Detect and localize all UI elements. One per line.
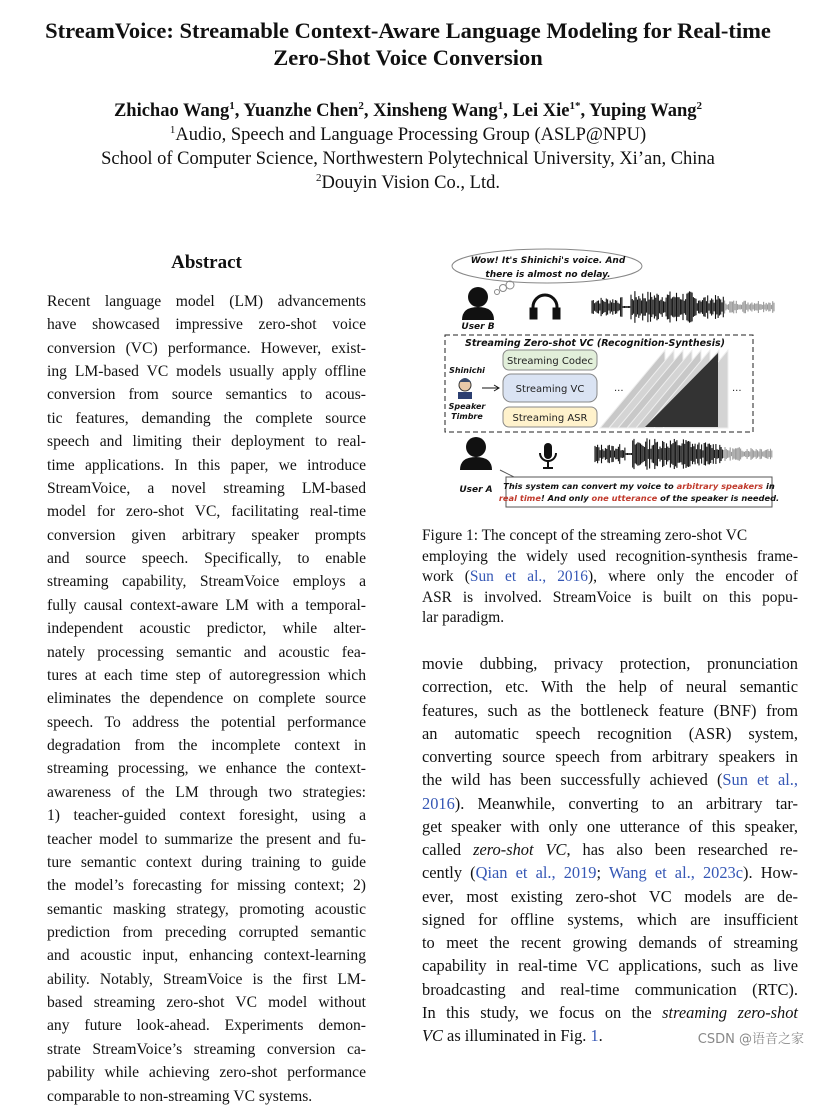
abstract-line: conversion given arbitrary speaker prompts [47,526,366,544]
text-segment: movie dubbing, privacy protection, pronunciation [422,654,798,673]
abstract-line: and source speech. Specifically, to enable [47,550,366,568]
text-segment: ). Meanwhile, converting to an arbitrary tar- [454,793,798,813]
citation-link[interactable]: Wang et al., 2023c [608,863,744,883]
module-codec-label: Streaming Codec [507,356,593,367]
abstract-line: awareness of the LM through two strategies: [47,783,366,801]
caption-line [422,589,798,607]
abstract-heading: Abstract [171,252,242,273]
user-b-label: User B [461,322,495,332]
citation-link[interactable]: Sun et al., 2016 [469,568,588,585]
citation-link[interactable]: 2016 [422,793,455,813]
paper-title-line-1: StreamVoice: Streamable Context-Aware Language Modeling for Real-time [45,18,771,43]
abstract-line: speech and limiting their deployment to real- [47,433,366,451]
thought-line-2: there is almost no delay. [485,270,611,280]
body-line [422,654,798,674]
body-line [422,770,798,790]
text-segment: work ( [422,568,470,585]
user-a-icon [460,437,492,470]
abstract-line: any future look-ahead. Experiments demon- [47,1017,366,1035]
text-segment: lar paradigm. [422,609,505,626]
text-segment: . [598,1026,603,1045]
caption-line [422,527,798,545]
caption-line [422,548,798,566]
body-line [422,677,798,697]
text-segment: capability in real-time VC applications, such as live [422,956,798,976]
waveform-output [592,291,774,323]
module-vc-label: Streaming VC [515,384,585,395]
microphone-icon [540,443,556,468]
abstract-line: pability while achieving zero-shot performance [47,1064,366,1082]
text-segment: correction, etc. With the help of neural semantic [422,677,798,697]
speech-line-1: This system can convert my voice to arbitrary speakers in [503,481,775,491]
abstract-line: streaming processing, we enhance the context- [47,760,366,778]
text-segment: ), where only the encoder of [588,568,798,585]
speaker-name: Shinichi [449,366,485,375]
abstract-line: conversion from source semantics to acous- [47,386,366,404]
text-segment: called [422,840,474,859]
ellipsis-1: ... [614,383,624,394]
text-segment: to meet the recent growing demands of streaming [422,933,798,952]
text-segment: zero-shot VC [473,840,567,859]
abstract-line: nately processing semantic and acoustic fea- [47,643,366,661]
abstract-line: fully causal context-aware LM with a temporal- [47,596,366,614]
caption-line [422,568,798,586]
abstract-line: streaming capability, StreamVoice employs a [47,573,366,591]
abstract-line: ing LM-based VC models usually apply offline [47,363,366,381]
body-line [422,724,798,744]
text-segment: ). How- [743,863,799,883]
author: Lei Xie$^{1*}$, [512,100,590,121]
abstract-line: have showcased impressive zero-shot voice [47,316,366,334]
waveform-input [595,438,772,469]
abstract-line: StreamVoice, a novel streaming LM-based [47,479,366,497]
text-segment: VC [422,1026,443,1045]
body-line [422,794,798,814]
abstract-line: independent acoustic predictor, while alter- [47,620,366,638]
abstract-line: the model’s forecasting for missing context; 2) [47,877,366,895]
text-segment: an automatic speech recognition (ASR) system, [422,723,798,743]
abstract-line: model for zero-shot VC, facilitating real-time [47,503,366,521]
text-segment: ever, most existing zero-shot VC models are de- [422,886,798,906]
text-segment: converting source speech from arbitrary speakers in [422,747,798,766]
abstract-line: conversion (VC) performance. However, exist- [47,339,366,357]
text-segment: signed for offline systems, which are insufficient [422,909,798,929]
body-line [422,840,798,860]
body-line [422,933,798,953]
text-segment: streaming zero-shot [662,1002,798,1022]
abstract-line: and acoustic input, enhancing context-learning [47,947,366,965]
abstract-line: teacher model to summarize the present and fu- [47,830,366,848]
speaker-label-2: Timbre [451,412,483,421]
citation-link[interactable]: 1 [590,1026,599,1045]
ellipsis-2: ... [732,383,742,394]
citation-link[interactable]: Sun et al., [722,770,798,790]
citation-link[interactable]: Qian et al., 2019 [475,863,597,883]
text-segment: Figure 1: The concept of the streaming zero-shot VC [422,527,748,544]
abstract-line: strate StreamVoice’s streaming conversion ca- [47,1040,366,1058]
affiliation-line: School of Computer Science, Northwestern Polytechnical University, Xi’an, China [101,149,715,169]
body-line [422,863,798,883]
text-segment: broadcasting and real-time communication (RTC). [422,979,798,999]
thought-line-1: Wow! It's Shinichi's voice. And [470,256,626,266]
body-line [422,747,798,767]
text-segment: as illuminated in Fig. [442,1026,591,1045]
abstract-line: based streaming zero-shot VC model without [47,994,366,1012]
body-line [422,701,798,721]
speaker-avatar-icon [458,378,472,399]
speaker-label-1: Speaker [448,402,486,411]
text-segment: , has also been researched re- [566,840,798,859]
abstract-line: Recent language model (LM) advancements [47,293,366,310]
text-segment: get speaker with only one utterance of this speaker, [422,816,798,836]
author: Yuping Wang$^2$ [589,100,703,121]
module-asr-label: Streaming ASR [512,413,588,424]
body-line [422,980,798,1000]
user-a-label: User A [459,485,493,495]
body-line [422,910,798,930]
abstract-line: ture semantic context during training to guide [47,853,366,871]
speech-line-2: real time! And only one utterance of the speaker is needed. [498,493,780,503]
text-segment: features, such as the bottleneck feature (BNF) from [422,700,798,720]
body-line [422,1003,798,1023]
user-b-icon [462,287,494,320]
abstract-line: tures at each time step of autoregression which [47,666,366,684]
abstract-line: tic features, demanding the complete source [47,409,366,427]
text-segment: ; [596,863,609,883]
affiliation-line: $^2$Douyin Vision Co., Ltd. [316,172,500,193]
abstract-line: prediction from preceding corrupted semantic [47,923,366,941]
figure-1 [440,245,810,515]
arrow-icon [482,385,499,391]
text-segment: In this study, we focus on the [422,1002,663,1022]
caption-line [422,609,798,627]
abstract-line: speech. To address the potential performance [47,713,366,731]
abstract-line: ability. Notably, StreamVoice is the first LM- [47,970,366,988]
author: Xinsheng Wang$^1$, [373,100,513,121]
headphones-icon [531,295,559,318]
author-list [0,101,816,122]
body-line [422,956,798,976]
abstract-line: degradation from the incomplete context in [47,737,366,755]
author: Yuanzhe Chen$^2$, [243,100,374,121]
abstract-line: comparable to non-streaming VC systems. [47,1087,313,1105]
watermark: CSDN @语音之家 [697,1032,804,1047]
text-segment: cently ( [422,863,476,883]
text-segment: employing the widely used recognition-synthesis frame- [422,547,798,565]
abstract-line: 1) teacher-guided context foresight, using a [47,807,366,825]
body-line [422,817,798,837]
text-segment: ASR is involved. StreamVoice is built on this popu- [422,588,798,606]
affiliation-line: $^1$Audio, Speech and Language Processing Group (ASLP@NPU) [169,124,647,145]
abstract-line: eliminates the dependence on complete source [47,690,366,708]
author: Zhichao Wang$^1$, [113,100,244,121]
text-segment: the wild has been successfully achieved ( [422,770,723,790]
abstract-line: semantic masking strategy, promoting acoustic [47,900,366,918]
body-line [422,887,798,907]
vc-box-title: Streaming Zero-shot VC (Recognition-Synthesis) [465,338,725,349]
paper-title-line-2: Zero-Shot Voice Conversion [273,45,543,70]
abstract-line: time applications. In this paper, we introduce [47,456,366,474]
